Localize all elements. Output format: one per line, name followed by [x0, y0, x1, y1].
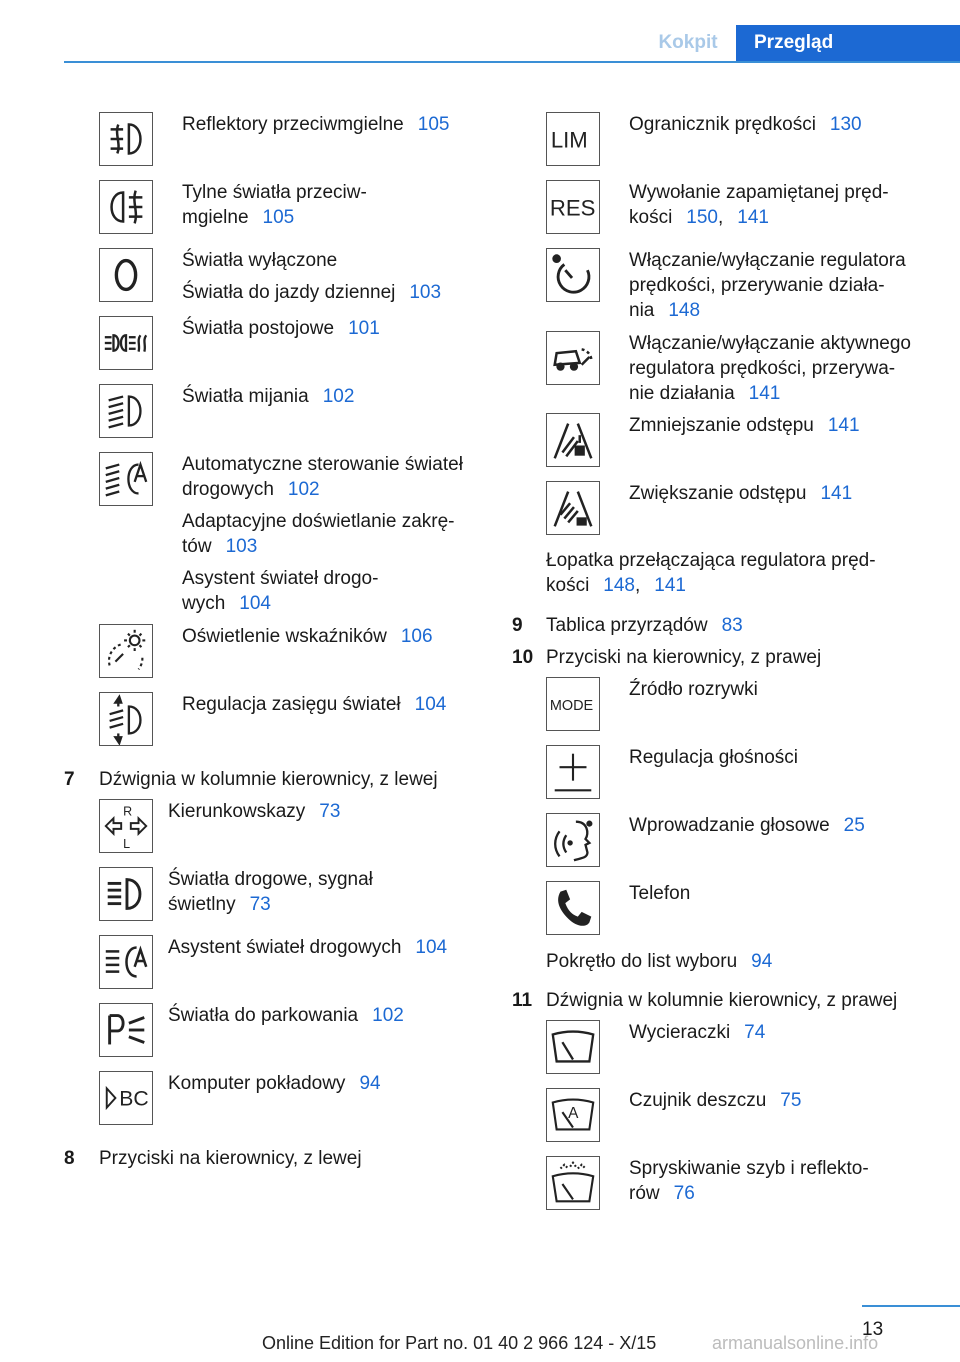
page-ref-link[interactable]: 150	[686, 207, 718, 228]
section-number: 11	[512, 990, 533, 1011]
item-text: Zwiększanie odstępu 141	[629, 483, 853, 504]
page-ref-link[interactable]: 73	[249, 894, 271, 915]
page-number: 13	[862, 1319, 884, 1340]
section-number: 8	[64, 1148, 75, 1169]
item-text: Regulacja głośności	[629, 747, 798, 768]
section-number: 10	[512, 647, 534, 668]
item-text: Wywołanie zapamiętanej pręd- kości 150, 141	[629, 182, 889, 228]
section-title: Dźwignia w kolumnie kierownicy, z prawej	[546, 990, 898, 1011]
page-ref-link[interactable]: 94	[751, 951, 773, 972]
svg-text:LIM: LIM	[550, 127, 588, 153]
section-title: Dźwignia w kolumnie kierownicy, z lewej	[99, 769, 438, 790]
page-ref-link[interactable]: 76	[673, 1183, 695, 1204]
item-text: Zmniejszanie odstępu 141	[629, 415, 860, 436]
footer-divider	[862, 1305, 960, 1307]
page-ref-link[interactable]: 141	[820, 483, 853, 504]
low-beam-icon	[99, 384, 153, 438]
page-ref-link[interactable]: 105	[262, 207, 295, 228]
page-ref-link[interactable]: 83	[721, 615, 743, 636]
item-text: Kierunkowskazy 73	[168, 801, 341, 822]
item-text: Czujnik deszczu 75	[629, 1090, 802, 1111]
page-ref-link[interactable]: 102	[322, 386, 355, 407]
page-ref-link[interactable]: 102	[287, 479, 320, 500]
svg-text:RES: RES	[549, 195, 596, 221]
item-text: Automatyczne sterowanie świateł drogowych 102 Adaptacyjne doświetlanie zakrę- tów 103 Asystent świateł drogo- wych 104	[182, 454, 463, 614]
item-text: Regulacja zasięgu świateł 104	[182, 694, 447, 715]
tab-przeglad[interactable]: Przegląd	[736, 25, 960, 61]
high-beam-icon	[99, 867, 153, 921]
auto-light-icon	[99, 452, 153, 506]
item-text: Wprowadzanie głosowe 25	[629, 815, 865, 836]
svg-text:BC: BC	[119, 1087, 149, 1111]
page-ref-link[interactable]: 130	[829, 114, 862, 135]
item-text: Włączanie/wyłączanie regulatora prędkości, przerywanie działa- nia 148	[629, 250, 906, 321]
header-divider	[64, 61, 960, 63]
fog-light-rear-icon	[99, 180, 153, 234]
item-text: Światła mijania 102	[182, 386, 355, 407]
page-ref-link[interactable]: 105	[417, 114, 450, 135]
item-text: Komputer pokładowy 94	[168, 1073, 381, 1094]
item-text: Telefon	[629, 883, 691, 904]
section-title: Przyciski na kierownicy, z lewej	[99, 1148, 362, 1169]
instrument-lighting-icon	[99, 624, 153, 678]
item-text: Asystent świateł drogowych 104	[168, 937, 448, 958]
section-number: 7	[64, 769, 75, 790]
page-ref-link[interactable]: 94	[359, 1073, 381, 1094]
item-text: Tylne światła przeciw- mgielne 105	[182, 182, 367, 228]
page-ref-link[interactable]: 148	[603, 575, 635, 596]
high-beam-assist-icon	[99, 935, 153, 989]
page-ref-link[interactable]: 104	[239, 593, 271, 614]
parking-lights-icon	[99, 316, 153, 370]
item-text: Włączanie/wyłączanie aktywnego regulatora prędkości, przerywa- nie działania 141	[629, 333, 911, 404]
page-ref-link[interactable]: 104	[414, 694, 447, 715]
page-ref-link[interactable]: 25	[843, 815, 865, 836]
wiper-icon	[546, 1020, 600, 1074]
page-ref-link[interactable]: 101	[348, 318, 380, 339]
page-ref-link[interactable]: 73	[319, 801, 341, 822]
section-title: Przyciski na kierownicy, z prawej	[546, 647, 822, 668]
page-ref-link[interactable]: 141	[827, 415, 860, 436]
item-text: Źródło rozrywki	[629, 679, 758, 700]
page-ref-link[interactable]: 106	[400, 626, 433, 647]
active-cruise-icon	[546, 331, 600, 385]
onboard-computer-icon	[99, 1071, 153, 1125]
fog-light-front-icon	[99, 112, 153, 166]
page-ref-link[interactable]: 75	[780, 1090, 802, 1111]
page-ref-link[interactable]: 148	[668, 300, 701, 321]
item-text: Oświetlenie wskaźników 106	[182, 626, 433, 647]
distance-increase-icon	[546, 481, 600, 535]
voice-input-icon	[546, 813, 600, 867]
item-text: Reflektory przeciwmgielne 105	[182, 114, 450, 135]
svg-text:L: L	[123, 837, 131, 852]
phone-icon	[546, 881, 600, 935]
thumbwheel-text: Pokrętło do list wyboru 94	[546, 951, 773, 972]
item-text: Wycieraczki 74	[629, 1022, 766, 1043]
item-text: Spryskiwanie szyb i reflekto- rów 76	[629, 1158, 869, 1204]
parking-light-side-icon	[99, 1003, 153, 1057]
page-ref-link[interactable]: 74	[744, 1022, 766, 1043]
lim-icon	[546, 112, 600, 166]
item-text: Ogranicznik prędkości 130	[629, 114, 862, 135]
page-ref-link[interactable]: 103	[409, 282, 442, 303]
svg-text:A: A	[568, 1104, 579, 1122]
distance-decrease-icon	[546, 413, 600, 467]
section-title: Tablica przyrządów 83	[546, 615, 743, 636]
item-text: Światła do parkowania 102	[168, 1005, 404, 1026]
item-text: Światła wyłączone Światła do jazdy dziennej 103	[182, 250, 442, 303]
item-text: Światła postojowe 101	[182, 318, 380, 339]
svg-text:MODE: MODE	[549, 697, 594, 714]
rain-sensor-icon	[546, 1088, 600, 1142]
lights-off-icon	[99, 248, 153, 302]
page-ref-link[interactable]: 141	[748, 383, 781, 404]
watermark-text: armanualsonline.info	[712, 1333, 879, 1353]
item-text: Światła drogowe, sygnał świetlny 73	[168, 869, 373, 915]
page-ref-link[interactable]: 103	[225, 536, 258, 557]
headlight-range-icon	[99, 692, 153, 746]
mode-icon	[546, 677, 600, 731]
volume-icon	[546, 745, 600, 799]
section-number: 9	[512, 615, 523, 636]
cruise-control-icon	[546, 248, 600, 302]
washer-icon	[546, 1156, 600, 1210]
page-ref-link[interactable]: 141	[737, 207, 769, 228]
svg-text:R: R	[123, 804, 133, 819]
page-ref-link[interactable]: 102	[372, 1005, 404, 1026]
res-icon	[546, 180, 600, 234]
page-ref-link[interactable]: 141	[654, 575, 686, 596]
edition-text: Online Edition for Part no. 01 40 2 966 124 - X/15	[262, 1333, 657, 1353]
turn-signal-icon	[99, 799, 153, 853]
tab-kokpit[interactable]: Kokpit	[640, 25, 736, 61]
page-ref-link[interactable]: 104	[415, 937, 448, 958]
rocker-text: Łopatka przełączająca regulatora pręd- kości 148, 141	[546, 550, 876, 596]
